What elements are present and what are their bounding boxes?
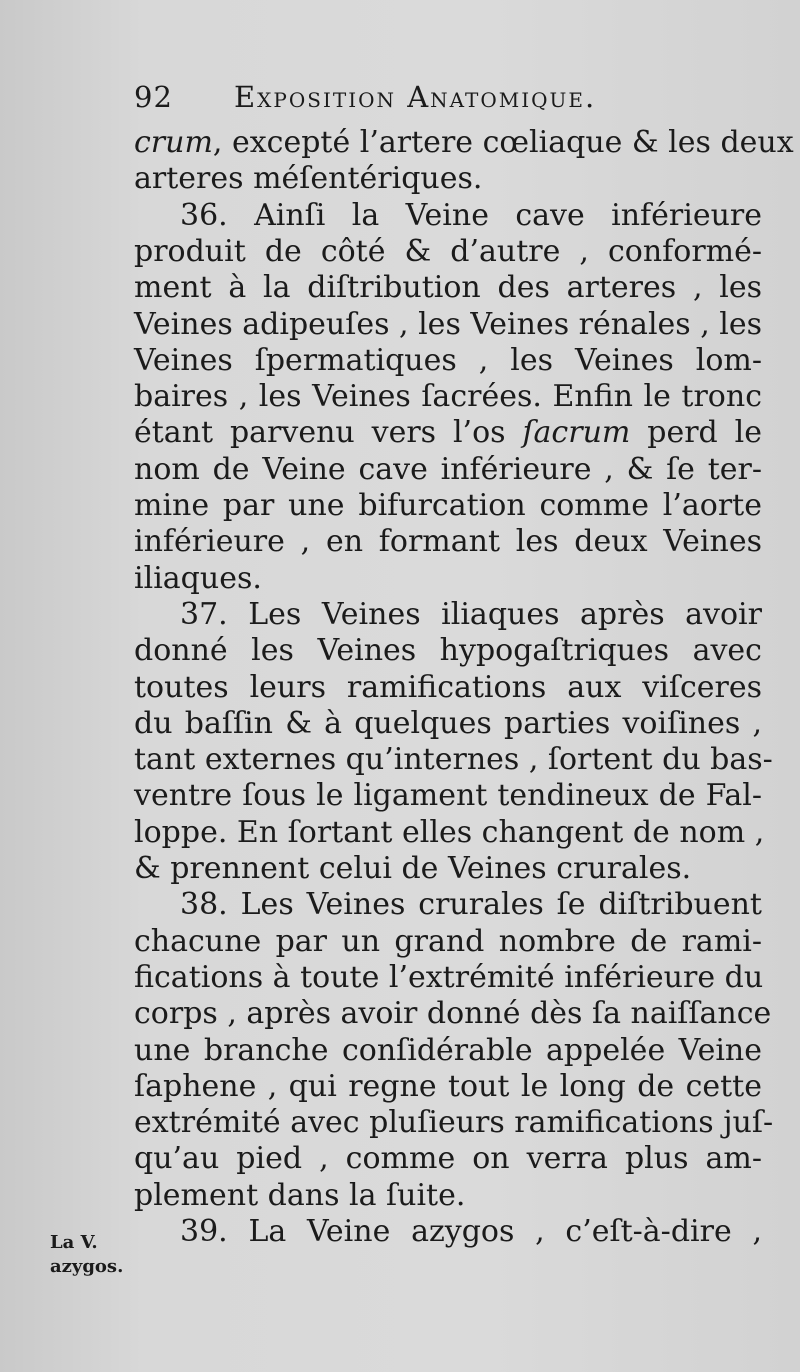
text-span: ſacrum <box>522 415 631 451</box>
text-line <box>180 197 762 235</box>
text-span: arteres méſentériques. <box>134 161 483 197</box>
text-span: , excepté l’artere cœliaque & les deux <box>212 125 794 160</box>
text-line <box>134 850 762 888</box>
text-line <box>134 995 772 1033</box>
text-line <box>134 632 762 670</box>
text-line <box>134 560 762 598</box>
text-line <box>180 596 762 634</box>
text-line <box>134 1177 762 1215</box>
text-span: qu’au pied , comme on verra plus am- <box>134 1141 762 1177</box>
text-line <box>134 1068 762 1106</box>
text-span: loppe. En ſortant elles changent de nom , <box>134 814 765 850</box>
text-line <box>134 1104 774 1142</box>
text-span: corps , après avoir donné dès ſa naiſſance <box>134 996 772 1032</box>
text-span: fications à toute l’extrémité inférieure du <box>134 959 764 995</box>
running-title: Exposition Anatomique. <box>234 80 597 114</box>
text-span: ment à la diſtribution des arteres , les <box>134 270 762 306</box>
text-line <box>134 342 762 380</box>
text-span: extrémité avec pluſieurs ramifications juſ- <box>134 1105 774 1141</box>
text-line <box>180 1213 762 1251</box>
text-span: & prennent celui de Veines crurales. <box>134 851 692 886</box>
text-line <box>134 814 765 852</box>
text-span: inférieure , en formant les deux Veines <box>134 524 762 560</box>
text-line <box>134 414 762 452</box>
text-line <box>134 959 762 997</box>
text-line <box>134 233 762 271</box>
text-span: nom de Veine cave inférieure , & ſe ter- <box>134 451 762 487</box>
text-line <box>134 124 794 162</box>
text-span: plement dans la ſuite. <box>134 1177 466 1213</box>
text-span: produit de côté & d’autre , conformé- <box>134 233 762 269</box>
text-line <box>134 451 762 489</box>
text-span: ſaphene , qui regne tout le long de cette <box>134 1068 762 1104</box>
text-line <box>134 777 762 815</box>
text-span: du baſſin & à quelques parties voiſines , <box>134 705 762 741</box>
text-span: Veines adipeuſes , les Veines rénales , les <box>134 306 763 342</box>
text-line <box>134 741 773 779</box>
text-span: une branche conſidérable appelée Veine <box>134 1032 762 1068</box>
text-span: baires , les Veines ſacrées. Enfin le tronc <box>134 379 762 415</box>
text-line <box>180 886 762 924</box>
text-span: chacune par un grand nombre de rami- <box>134 923 762 959</box>
text-line <box>134 487 762 525</box>
text-line <box>134 1032 762 1070</box>
text-line <box>134 378 762 416</box>
text-line <box>134 160 762 198</box>
text-line <box>134 523 762 561</box>
text-span: mine par une bifurcation comme l’aorte <box>134 488 762 523</box>
text-line <box>134 923 762 961</box>
running-header <box>134 80 754 122</box>
text-span: étant parvenu vers l’os <box>134 415 523 451</box>
text-line <box>134 269 762 307</box>
text-span: 39. La Veine azygos , c’eſt-à-dire , <box>180 1214 762 1249</box>
text-span: 38. Les Veines crurales ſe diſtribuent <box>180 887 762 923</box>
text-span: 37. Les Veines iliaques après avoir <box>180 596 762 632</box>
text-span: crum <box>134 125 213 160</box>
text-line <box>134 705 762 743</box>
text-span: 36. Ainſi la Veine cave inférieure <box>180 197 762 233</box>
margin-note-line-1: La V. <box>50 1232 98 1253</box>
text-span: toutes leurs ramifications aux viſceres <box>134 669 762 705</box>
margin-note-line-2: azygos. <box>50 1256 124 1277</box>
text-span: ventre ſous le ligament tendineux de Fal- <box>134 778 762 814</box>
text-span: iliaques. <box>134 560 262 596</box>
text-span: perd le <box>630 415 762 451</box>
text-line <box>134 669 762 707</box>
text-span: Veines ſpermatiques , les Veines lom- <box>134 342 762 378</box>
page-number: 92 <box>134 80 173 114</box>
text-line <box>134 1140 762 1178</box>
text-span: tant externes qu’internes , ſortent du bas- <box>134 742 773 778</box>
text-span: donné les Veines hypogaſtriques avec <box>134 633 762 669</box>
text-line <box>134 306 762 344</box>
